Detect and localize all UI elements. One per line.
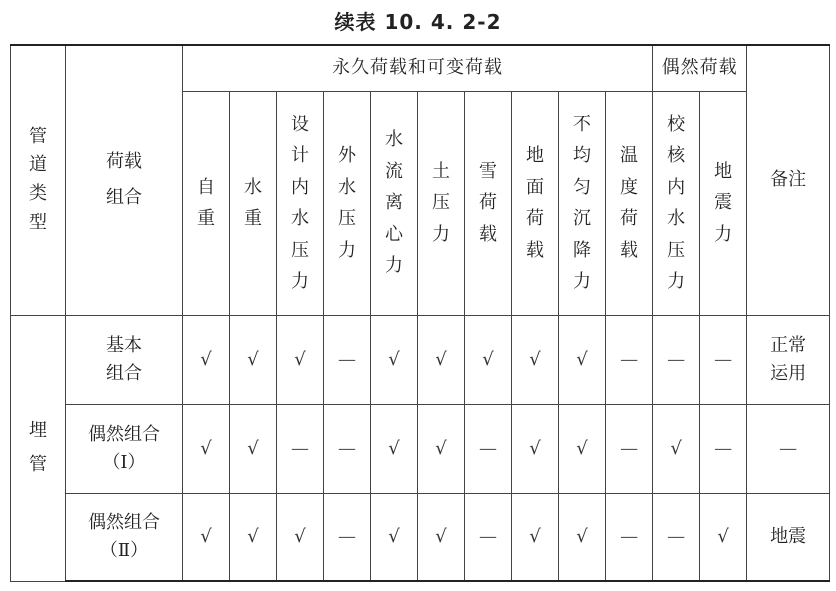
mark-cell: √ (183, 404, 230, 493)
combo-cell: 偶然组合 （Ⅱ） (66, 493, 183, 581)
mark-cell: √ (418, 493, 465, 581)
mark-cell: — (324, 404, 371, 493)
combo-cell: 基本 组合 (66, 315, 183, 404)
mark-cell: √ (512, 315, 559, 404)
header-col-self-weight: 自重 (183, 91, 230, 315)
mark-cell: — (606, 315, 653, 404)
mark-cell: √ (653, 404, 700, 493)
mark-cell: √ (371, 493, 418, 581)
remark-cell: 正常 运用 (747, 315, 830, 404)
mark-cell: — (324, 493, 371, 581)
header-col-check-internal-pressure: 校核内水压力 (653, 91, 700, 315)
mark-cell: — (606, 493, 653, 581)
header-col-temperature-load: 温度荷载 (606, 91, 653, 315)
header-remarks: 备注 (747, 45, 830, 315)
mark-cell: √ (559, 404, 606, 493)
mark-cell: — (324, 315, 371, 404)
header-group-permanent-variable: 永久荷载和可变荷载 (183, 45, 653, 91)
mark-cell: √ (465, 315, 512, 404)
remark-cell: 地震 (747, 493, 830, 581)
header-col-external-water-pressure: 外水压力 (324, 91, 371, 315)
mark-cell: √ (559, 493, 606, 581)
pipe-type-cell: 埋管 (11, 315, 66, 581)
header-col-seismic-force: 地震力 (700, 91, 747, 315)
header-group-accidental: 偶然荷载 (653, 45, 747, 91)
header-col-water-weight: 水重 (230, 91, 277, 315)
header-col-ground-load: 地面荷载 (512, 91, 559, 315)
mark-cell: √ (512, 404, 559, 493)
remark-cell: — (747, 404, 830, 493)
header-col-design-internal-pressure: 设计内水压力 (277, 91, 324, 315)
table-row (11, 315, 830, 404)
header-load-combination: 荷载组合 (66, 45, 183, 315)
mark-cell: √ (230, 404, 277, 493)
mark-cell: √ (418, 315, 465, 404)
mark-cell: √ (418, 404, 465, 493)
table-row (11, 493, 830, 581)
mark-cell: √ (183, 493, 230, 581)
mark-cell: √ (371, 315, 418, 404)
table-title: 续表 10. 4. 2-2 (334, 10, 502, 34)
header-col-snow-load: 雪荷载 (465, 91, 512, 315)
mark-cell: √ (277, 315, 324, 404)
mark-cell: — (277, 404, 324, 493)
mark-cell: — (653, 315, 700, 404)
mark-cell: √ (277, 493, 324, 581)
mark-cell: — (653, 493, 700, 581)
table-row (11, 404, 830, 493)
header-pipe-type: 管道类型 (11, 45, 66, 315)
mark-cell: √ (559, 315, 606, 404)
header-col-flow-centrifugal-force: 水流离心力 (371, 91, 418, 315)
mark-cell: √ (371, 404, 418, 493)
mark-cell: — (700, 315, 747, 404)
mark-cell: — (465, 404, 512, 493)
mark-cell: √ (230, 493, 277, 581)
mark-cell: — (606, 404, 653, 493)
mark-cell: √ (230, 315, 277, 404)
mark-cell: √ (183, 315, 230, 404)
mark-cell: √ (700, 493, 747, 581)
combo-cell: 偶然组合 （Ⅰ） (66, 404, 183, 493)
mark-cell: — (465, 493, 512, 581)
header-col-earth-pressure: 土压力 (418, 91, 465, 315)
load-combination-table (10, 44, 830, 582)
header-col-uneven-settlement: 不均匀沉降力 (559, 91, 606, 315)
mark-cell: — (700, 404, 747, 493)
mark-cell: √ (512, 493, 559, 581)
